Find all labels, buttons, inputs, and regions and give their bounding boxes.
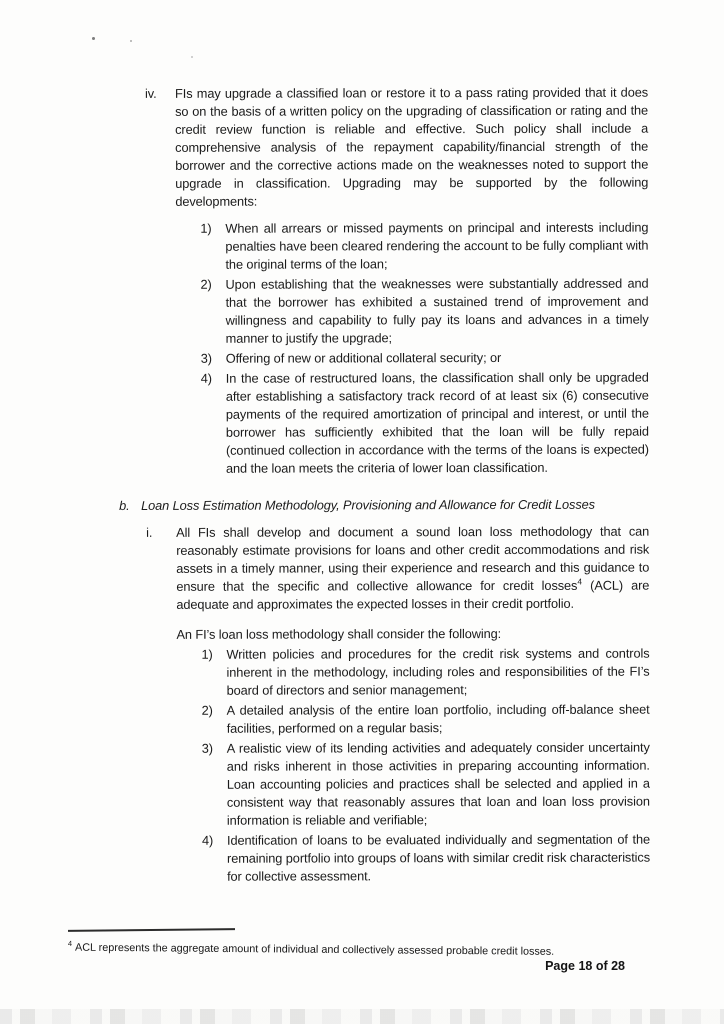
subsection-i-list: [176, 645, 650, 886]
document-body: [118, 84, 650, 886]
list-item: [176, 349, 649, 368]
list-item: [177, 701, 650, 738]
paragraph-text: (ACL) are adequate and approximates the expected losses in their credit portfolio.: [176, 577, 650, 612]
scan-speck: [191, 56, 193, 58]
list-item: [177, 739, 650, 830]
paragraph-text: All FIs shall develop and document a sound loan loss methodology that can reasonably estimate provisions for loans and other credit accommodations and risk assets in a timely manner, using their experience and research and this guidance to ensure that the specific and collective allowance for credit losses: [176, 523, 650, 594]
subsection-i-marker: i.: [146, 524, 153, 540]
section-b-marker: b.: [119, 497, 130, 513]
section-iv-intro-paragraph: FIs may upgrade a classified loan or restore it to a pass rating provided that it does so on the basis of a written policy on the upgrading of classification or rating and the credit review function is reliable and effective. Such policy shall include a comprehensive analysis of the repayment capability/financial strength of the borrower and the corrective actions made on the weaknesses noted to support the upgrade in classification. Upgrading may be supported by the following developments:: [175, 84, 649, 209]
scan-speck: [130, 40, 132, 42]
list-item-number: 3): [201, 740, 213, 756]
list-item-text: When all arrears or missed payments on principal and interests including penalties have been cleared rendering the account to be fully compliant with the original terms of the loan;: [225, 219, 649, 272]
section-b-heading-row: [119, 496, 649, 515]
list-item-number: 2): [201, 702, 213, 718]
subsection-i-body: [176, 523, 650, 886]
section-b: [119, 496, 650, 886]
list-item: [175, 275, 648, 348]
list-item-number: 3): [200, 350, 212, 366]
list-item: [175, 219, 648, 274]
list-item-number: 1): [201, 646, 213, 662]
section-b-heading: Loan Loss Estimation Methodology, Provisioning and Allowance for Credit Losses: [141, 496, 595, 513]
footnote-text: ACL represents the aggregate amount of individual and collectively assessed probable credit losses.: [75, 941, 555, 958]
list-item-number: 1): [200, 220, 212, 236]
list-item-number: 2): [200, 276, 212, 292]
scan-speck: [92, 37, 95, 40]
list-item-text: Written policies and procedures for the credit risk systems and controls inherent in the methodology, including roles and responsibilities of the FI’s board of directors and senior management;: [226, 645, 650, 698]
list-item-text: Identification of loans to be evaluated individually and segmentation of the remaining portfolio into groups of loans with similar credit risk characteristics for collective assessment.: [226, 831, 651, 884]
list-item: [176, 645, 649, 700]
list-item-text: A detailed analysis of the entire loan portfolio, including off-balance sheet facilities, performed on a regular basis;: [226, 701, 650, 736]
list-item-number: 4): [201, 832, 214, 848]
footnote-reference: 4: [577, 576, 583, 587]
subsection-i: [119, 523, 650, 886]
section-iv-body: [175, 84, 649, 478]
section-iv-marker: iv.: [145, 85, 157, 101]
list-item-text: In the case of restructured loans, the classification shall only be upgraded after establishing a satisfactory track record of at least six (6) consecutive payments of the required amortization of principal and interest, or until the borrower has sufficiently exhibited that the loan will be fully repaid (continued collection in accordance with the terms of the loans is expected) and the loan meets the criteria of lower loan classification.: [225, 369, 649, 476]
scanner-edge-noise: [0, 1009, 724, 1024]
footnote-separator-rule: [68, 928, 235, 932]
subsection-i-lead-in: An FI’s loan loss methodology shall consider the following:: [176, 625, 502, 642]
subsection-i-paragraph: [176, 523, 649, 614]
section-iv-list: [175, 219, 649, 478]
page-number-label: Page 18 of 28: [545, 959, 625, 973]
footnote-marker: 4: [67, 938, 73, 949]
list-item: [177, 831, 650, 886]
list-item-text: Offering of new or additional collateral security; or: [225, 349, 502, 366]
footnote: [68, 937, 608, 959]
section-iv: [118, 84, 649, 478]
list-item-text: A realistic view of its lending activities and adequately consider uncertainty and risks inherent in those activities in preparing accounting information. Loan accounting policies and practices shall be selected and applied in a consistent way that reasonably assures that loan and loan loss provision information is reliable and verifiable;: [226, 739, 650, 828]
list-item-number: 4): [200, 370, 212, 386]
list-item: [176, 369, 649, 478]
list-item-text: Upon establishing that the weaknesses were substantially addressed and that the borrower has exhibited a sustained trend of improvement and willingness and capability to fully pay its loans and advances in a timely manner to justify the upgrade;: [225, 275, 649, 346]
